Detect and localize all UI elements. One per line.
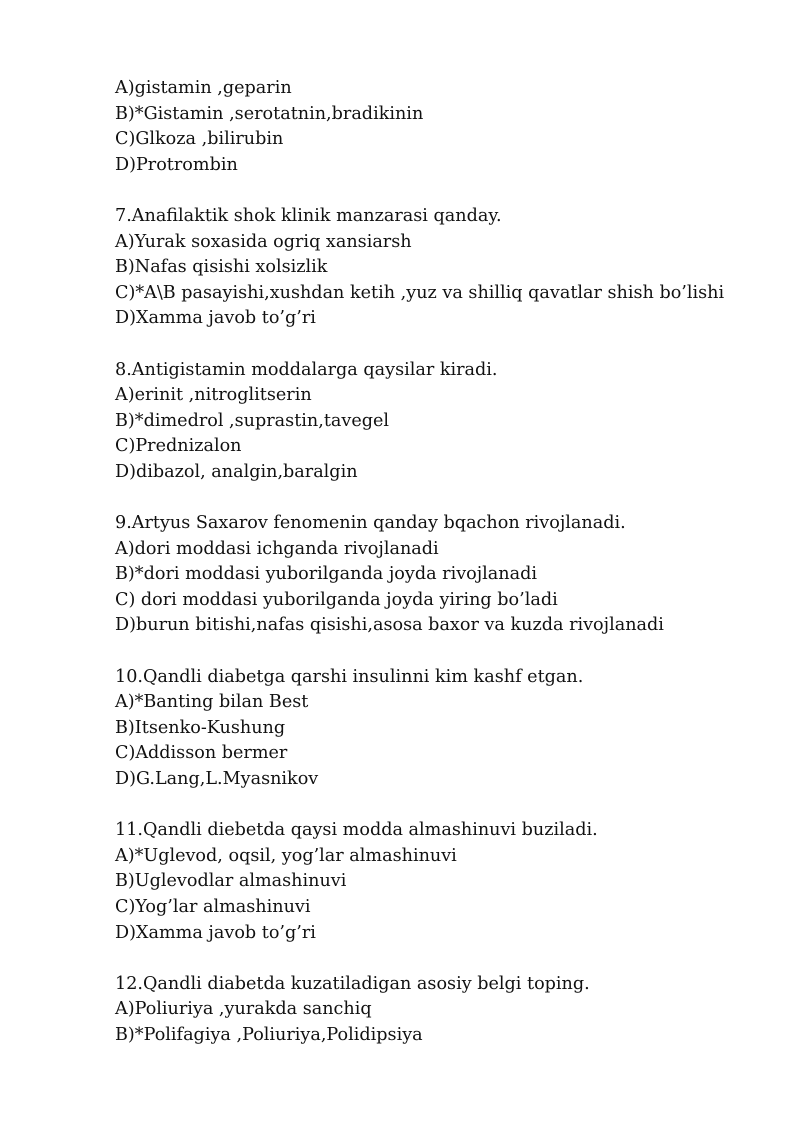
question-text: 7.Anafilaktik shok klinik manzarasi qanday. (115, 205, 502, 226)
answer-option: D)burun bitishi,nafas qisishi,asosa baxor va kuzda rivojlanadi (115, 615, 664, 636)
question-text: 11.Qandli diebetda qaysi modda almashinuvi buziladi. (115, 820, 598, 841)
answer-option: D)G.Lang,L.Myasnikov (115, 769, 319, 790)
question-block (115, 511, 785, 639)
document-page (115, 76, 785, 1074)
question-block (115, 972, 785, 1049)
answer-option: B)*dimedrol ,suprastin,tavegel (115, 410, 390, 431)
answer-option: A)gistamin ,geparin (115, 78, 292, 98)
answer-option: A)*Banting bilan Best (115, 692, 309, 713)
answer-option: B)Itsenko-Kushung (115, 717, 286, 738)
answer-option: D)Xamma javob to’g’ri (115, 308, 316, 329)
answer-option: A)*Uglevod, oqsil, yog’lar almashinuvi (115, 845, 457, 866)
answer-option: C)Addisson bermer (115, 743, 288, 764)
answer-option: C) dori moddasi yuborilganda joyda yiring bo’ladi (115, 589, 558, 610)
answer-option: A)Poliuriya ,yurakda sanchiq (115, 999, 372, 1020)
answer-option: A)erinit ,nitroglitserin (115, 385, 312, 406)
question-block (115, 665, 785, 793)
answer-option: C)Yog’lar almashinuvi (115, 897, 311, 917)
answer-option: D)Xamma javob to’g’ri (115, 922, 316, 943)
answer-option: A)dori moddasi ichganda rivojlanadi (115, 538, 439, 559)
answer-option: B)*dori moddasi yuborilganda joyda rivojlanadi (115, 564, 538, 585)
answer-option: C)*A\B pasayishi,xushdan ketih ,yuz va shilliq qavatlar shish bo’lishi (115, 282, 725, 303)
question-block (115, 818, 785, 946)
continuation-options (115, 76, 785, 178)
answer-option: C)Prednizalon (115, 436, 242, 457)
question-block (115, 204, 785, 332)
answer-option: A)Yurak soxasida ogriq xansiarsh (115, 231, 412, 252)
answer-option: B)Nafas qisishi xolsizlik (115, 257, 328, 278)
question-text: 8.Antigistamin moddalarga qaysilar kiradi. (115, 359, 498, 380)
answer-option: B)*Polifagiya ,Poliuriya,Polidipsiya (115, 1024, 423, 1045)
question-text: 12.Qandli diabetda kuzatiladigan asosiy belgi toping. (115, 973, 590, 994)
answer-option: D)dibazol, analgin,baralgin (115, 461, 358, 482)
answer-option: B)*Gistamin ,serotatnin,bradikinin (115, 103, 424, 124)
answer-option: D)Protrombin (115, 154, 238, 175)
question-text: 9.Artyus Saxarov fenomenin qanday bqachon rivojlanadi. (115, 513, 626, 534)
answer-option: C)Glkoza ,bilirubin (115, 129, 284, 150)
answer-option: B)Uglevodlar almashinuvi (115, 871, 347, 892)
question-block (115, 358, 785, 486)
question-text: 10.Qandli diabetga qarshi insulinni kim kashf etgan. (115, 666, 584, 687)
